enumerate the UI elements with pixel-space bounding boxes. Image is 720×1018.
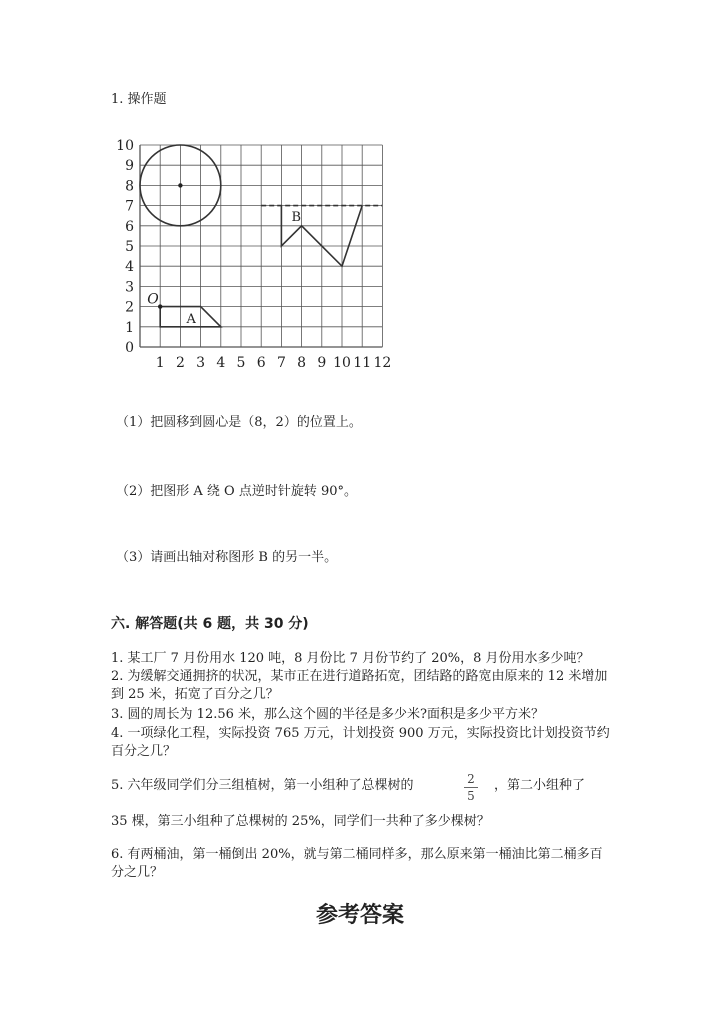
x-tick-label: 12 (373, 355, 392, 371)
x-tick-label: 3 (196, 355, 206, 371)
y-tick-label: 2 (125, 299, 134, 316)
sub-question-3: （3）请画出轴对称图形 B 的另一半。 (116, 550, 338, 565)
origin-label: O (147, 291, 159, 308)
fraction-bar (464, 787, 478, 788)
section-1-title: 1. 操作题 (111, 92, 167, 107)
x-tick-label: 7 (276, 355, 286, 371)
question-3: 3. 圆的周长为 12.56 米，那么这个圆的半径是多少米?面积是多少平方米？ (111, 707, 544, 722)
grid-svg (112, 138, 402, 373)
x-tick-label: 9 (317, 355, 327, 371)
question-2: 2. 为缓解交通拥挤的状况，某市正在进行道路拓宽，团结路的路宽由原来的 12 米增加到 25 米，拓宽了百分之几？ (111, 669, 608, 702)
y-tick-label: 0 (125, 340, 134, 356)
question-1: 1. 某工厂 7 月份用水 120 吨，8 月份比 7 月份节约了 20%，8 月份用水多少吨？ (111, 651, 590, 666)
section-6-title: 六. 解答题(共 6 题，共 30 分) (111, 616, 309, 632)
fraction-numerator: 2 (467, 772, 475, 786)
x-tick-label: 11 (353, 355, 372, 371)
circle-center-dot (178, 183, 182, 187)
question-5-part1: 5. 六年级同学们分三组植树，第一小组种了总棵树的 (111, 778, 414, 793)
x-tick-label: 2 (175, 355, 185, 371)
y-tick-label: 10 (116, 138, 134, 154)
x-tick-label: 5 (236, 355, 246, 371)
sub-question-1: （1）把圆移到圆心是（8，2）的位置上。 (116, 415, 362, 430)
sub-question-2: （2）把图形 A 绕 O 点逆时针旋转 90°。 (116, 484, 358, 499)
y-tick-label: 6 (125, 218, 134, 235)
fraction-denominator: 5 (467, 789, 475, 803)
y-tick-label: 1 (125, 319, 134, 336)
x-tick-label: 10 (333, 355, 351, 371)
question-5-part3: 35 棵，第三小组种了总棵树的 25%，同学们一共种了多少棵树？ (111, 814, 490, 829)
x-tick-label: 4 (216, 355, 226, 371)
y-tick-label: 9 (125, 158, 134, 175)
question-5-part2: ，第二小组种了 (494, 778, 586, 793)
x-tick-label: 8 (297, 355, 307, 371)
y-tick-label: 5 (125, 239, 134, 255)
question-6: 6. 有两桶油，第一桶倒出 20%，就与第二桶同样多，那么原来第一桶油比第二桶多百分之几？ (111, 847, 603, 880)
question-4: 4. 一项绿化工程，实际投资 765 万元，计划投资 900 万元，实际投资比计划投资节约百分之几？ (111, 726, 610, 759)
fraction-two-fifths (464, 772, 478, 803)
x-tick-label: 6 (256, 355, 266, 371)
answer-title: 参考答案 (315, 903, 404, 928)
coordinate-grid-figure (112, 138, 402, 377)
x-tick-label: 1 (155, 355, 165, 371)
shape-a-label: A (186, 311, 196, 327)
y-tick-label: 3 (125, 279, 134, 296)
shape-b-label: B (291, 209, 302, 225)
y-tick-label: 4 (125, 259, 134, 276)
y-tick-label: 8 (125, 178, 134, 195)
y-tick-label: 7 (125, 198, 134, 215)
